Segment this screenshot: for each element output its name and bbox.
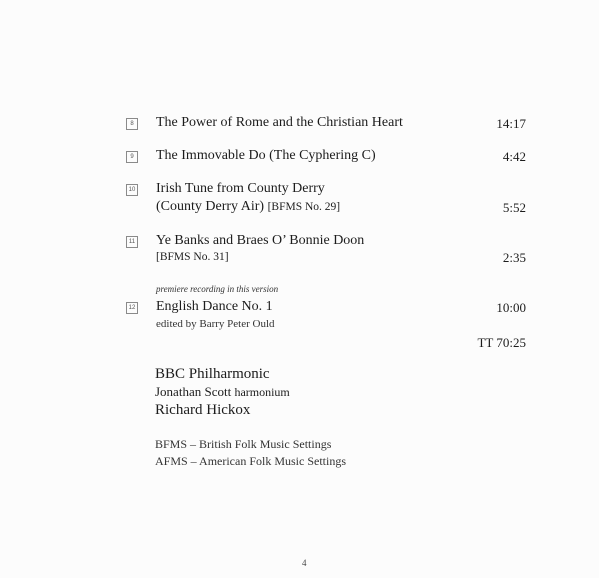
performer-credits [155, 364, 290, 420]
track-title: Irish Tune from County Derry [156, 181, 325, 196]
track-duration: 5:52 [502, 200, 526, 215]
page-number: 4 [302, 558, 307, 568]
track-title: The Power of Rome and the Christian Heart [156, 115, 403, 130]
track-duration: 4:42 [502, 149, 526, 164]
track-duration: 14:17 [496, 116, 526, 131]
abbreviation-afms: AFMS – American Folk Music Settings [155, 454, 347, 468]
soloist-name: Jonathan Scott [155, 384, 232, 399]
soloist-role: harmonium [234, 385, 290, 399]
conductor-name: Richard Hickox [155, 402, 251, 418]
track-reference: [BFMS No. 29] [267, 201, 341, 213]
abbreviations [155, 436, 346, 470]
premiere-note: premiere recording in this version [156, 284, 279, 294]
track-number: 9 [126, 151, 138, 163]
track-subtitle: (County Derry Air) [156, 199, 265, 214]
track-subtitle-line [156, 198, 340, 216]
track-number: 10 [126, 184, 138, 196]
soloist-line [155, 384, 290, 400]
track-editor: edited by Barry Peter Ould [156, 318, 275, 330]
track-title: English Dance No. 1 [156, 299, 273, 314]
total-time: TT 70:25 [477, 335, 526, 350]
track-title: Ye Banks and Braes O’ Bonnie Doon [156, 233, 365, 248]
track-number: 11 [126, 236, 138, 248]
track-reference: [BFMS No. 31] [156, 251, 229, 263]
orchestra-name: BBC Philharmonic [155, 366, 270, 382]
track-title: The Immovable Do (The Cyphering C) [156, 148, 376, 163]
track-number: 8 [126, 118, 138, 130]
track-duration: 2:35 [502, 250, 526, 265]
abbreviation-bfms: BFMS – British Folk Music Settings [155, 437, 332, 451]
track-duration: 10:00 [496, 300, 526, 315]
track-number: 12 [126, 302, 138, 314]
